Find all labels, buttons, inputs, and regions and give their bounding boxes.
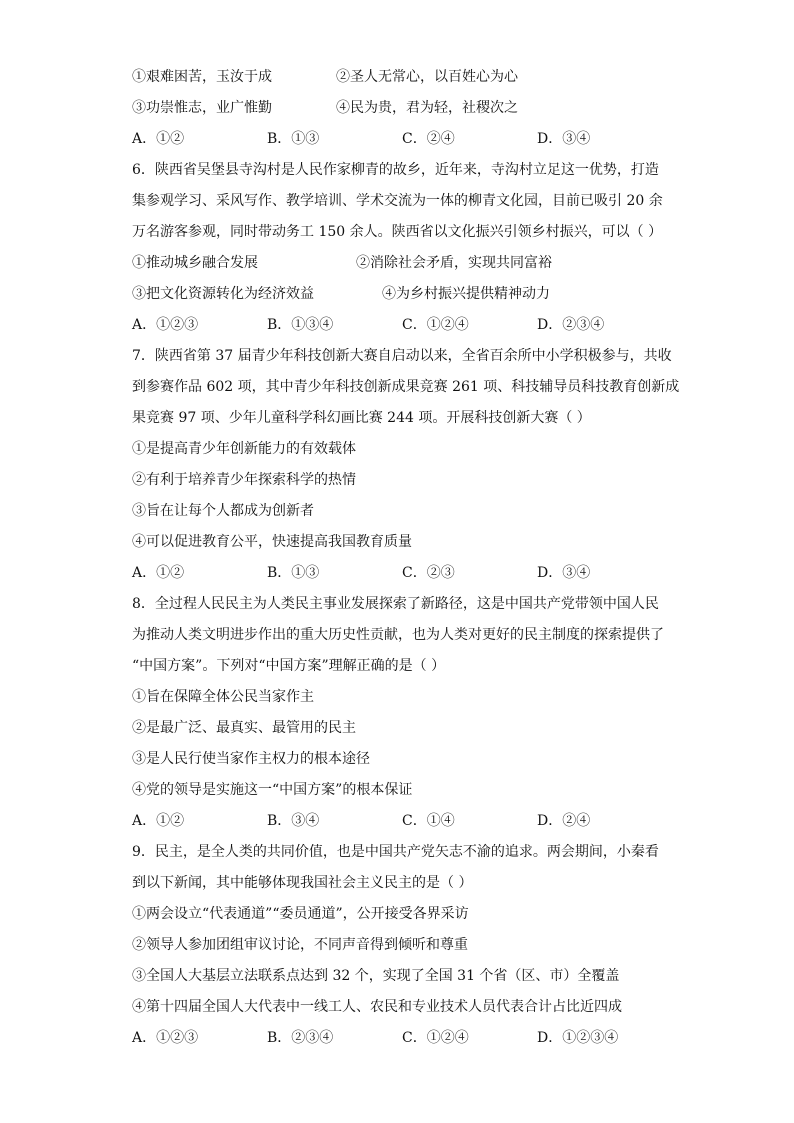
q6-statement-2: ②消除社会矛盾，实现共同富裕 — [356, 255, 552, 271]
q8-option-d: D．②④ — [537, 813, 591, 829]
q5-statement-1: ①艰难困苦，玉汝于成 — [132, 69, 272, 85]
q6-options — [132, 310, 672, 341]
q6-stem-line-2: 集参观学习、采风写作、教学培训、学术交流为一体的柳青文化园，目前已吸引 20 余 — [132, 193, 663, 209]
q8-option-a: A．①② — [132, 813, 185, 829]
q7-option-d: D．③④ — [537, 565, 591, 581]
q7-stem-line-3: 果竞赛 97 项、少年儿童科学科幻画比赛 244 项。开展科技创新大赛（ ） — [132, 410, 591, 426]
q5-option-c: C．②④ — [402, 131, 455, 147]
q7-options — [132, 558, 672, 589]
q5-option-b: B．①③ — [267, 131, 320, 147]
q7-option-c: C．②③ — [402, 565, 455, 581]
q9-options — [132, 1023, 672, 1054]
q6-option-b: B．①③④ — [267, 317, 334, 333]
q5-statement-3: ③功崇惟志，业广惟勤 — [132, 100, 272, 116]
q8-stem-line-2: 为推动人类文明进步作出的重大历史性贡献，也为人类对更好的民主制度的探索提供了 — [132, 627, 664, 643]
q6-option-c: C．①②④ — [402, 317, 469, 333]
q9-option-a: A．①②③ — [132, 1030, 199, 1046]
q7-option-a: A．①② — [132, 565, 185, 581]
q9-stem-line-1: 9．民主，是全人类的共同价值，也是中国共产党矢志不渝的追求。两会期间，小秦看 — [132, 844, 659, 860]
q5-option-d: D．③④ — [537, 131, 591, 147]
q8-statement-1: ①旨在保障全体公民当家作主 — [132, 689, 314, 705]
q7-statement-4: ④可以促进教育公平，快速提高我国教育质量 — [132, 534, 412, 550]
q7-statement-1: ①是提高青少年创新能力的有效载体 — [132, 441, 356, 457]
q7-statement-3: ③旨在让每个人都成为创新者 — [132, 503, 314, 519]
q5-statements-row-2 — [132, 93, 672, 124]
q6-option-a: A．①②③ — [132, 317, 199, 333]
q9-statement-2: ②领导人参加团组审议讨论，不同声音得到倾听和尊重 — [132, 937, 468, 953]
q9-stem-line-2: 到以下新闻，其中能够体现我国社会主义民主的是（ ） — [132, 875, 473, 891]
q7-stem-line-2: 到参赛作品 602 项，其中青少年科技创新成果竞赛 261 项、科技辅导员科技教育创新成 — [132, 379, 680, 395]
q9-statement-3: ③全国人大基层立法联系点达到 32 个，实现了全国 31 个省（区、市）全覆盖 — [132, 968, 620, 984]
q8-statement-4: ④党的领导是实施这一“中国方案”的根本保证 — [132, 782, 413, 798]
q5-option-a: A．①② — [132, 131, 185, 147]
q6-statements-row-1 — [132, 248, 672, 279]
q6-option-d: D．②③④ — [537, 317, 605, 333]
q6-statement-4: ④为乡村振兴提供精神动力 — [382, 286, 550, 302]
q9-option-d: D．①②③④ — [537, 1030, 619, 1046]
q8-statement-3: ③是人民行使当家作主权力的根本途径 — [132, 751, 370, 767]
q8-statement-2: ②是最广泛、最真实、最管用的民主 — [132, 720, 356, 736]
q7-option-b: B．①③ — [267, 565, 320, 581]
q9-statement-4: ④第十四届全国人大代表中一线工人、农民和专业技术人员代表合计占比近四成 — [132, 999, 622, 1015]
q8-stem-line-3: “中国方案”。下列对“中国方案”理解正确的是（ ） — [132, 658, 446, 674]
q9-statement-1: ①两会设立“代表通道”“委员通道”，公开接受各界采访 — [132, 906, 469, 922]
q8-stem-line-1: 8．全过程人民民主为人类民主事业发展探索了新路径，这是中国共产党带领中国人民 — [132, 596, 659, 612]
q6-statement-3: ③把文化资源转化为经济效益 — [132, 286, 314, 302]
q6-stem-line-1: 6．陕西省吴堡县寺沟村是人民作家柳青的故乡，近年来，寺沟村立足这一优势，打造 — [132, 162, 659, 178]
q9-option-b: B．②③④ — [267, 1030, 334, 1046]
q6-statement-1: ①推动城乡融合发展 — [132, 255, 258, 271]
q5-statements-row-1 — [132, 62, 672, 93]
q5-statement-4: ④民为贵，君为轻，社稷次之 — [336, 100, 518, 116]
q5-options — [132, 124, 672, 155]
q8-options — [132, 806, 672, 837]
exam-page — [132, 62, 680, 1054]
q8-option-c: C．①④ — [402, 813, 455, 829]
q8-option-b: B．③④ — [267, 813, 320, 829]
q9-option-c: C．①②④ — [402, 1030, 469, 1046]
q6-stem-line-3: 万名游客参观，同时带动务工 150 余人。陕西省以文化振兴引领乡村振兴，可以（ ） — [132, 224, 663, 240]
q7-stem-line-1: 7．陕西省第 37 届青少年科技创新大赛自启动以来，全省百余所中小学积极参与，共收 — [132, 348, 672, 364]
q5-statement-2: ②圣人无常心，以百姓心为心 — [336, 69, 518, 85]
q6-statements-row-2 — [132, 279, 672, 310]
q7-statement-2: ②有利于培养青少年探索科学的热情 — [132, 472, 356, 488]
